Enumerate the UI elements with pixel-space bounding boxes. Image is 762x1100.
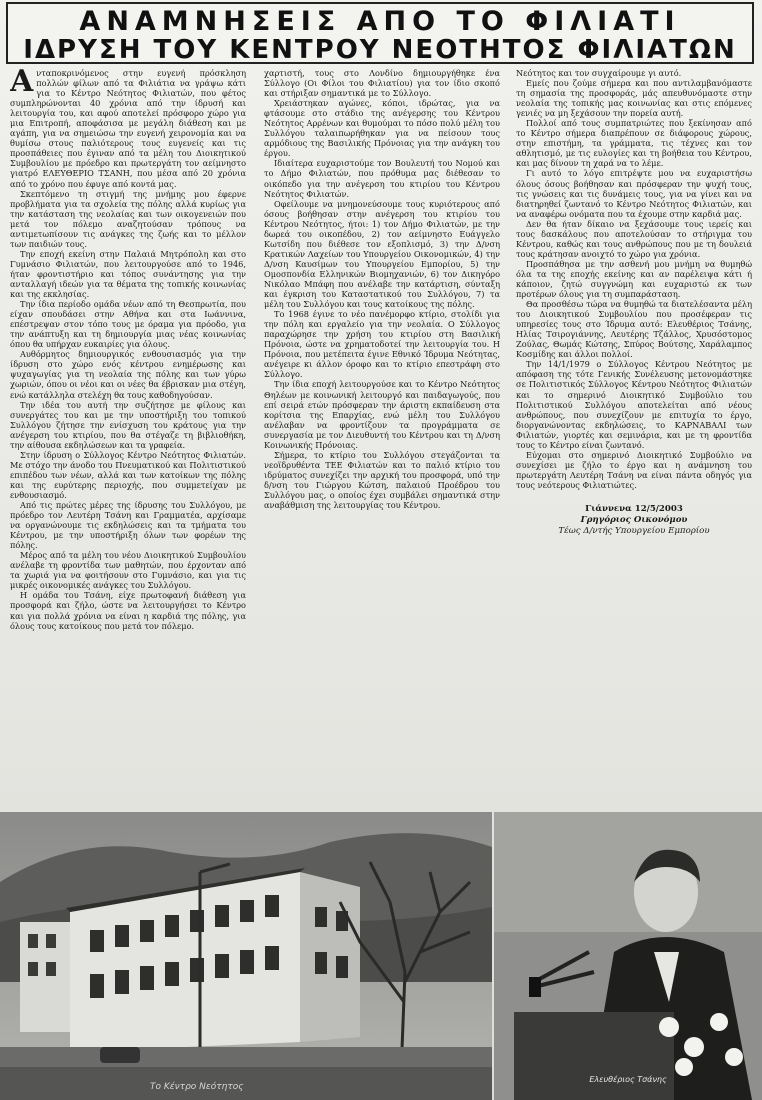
paragraph: Εύχομαι στο σημερινό Διοικητικό Συμβούλιο να συνεχίσει με ζήλο το έργο και η ανάμνηση του πρωτεργάτη Λευτέρη Τσάνη να είναι πάντα οδηγός για τους νεότερους Φιλιατιώτες.: [516, 449, 752, 490]
paragraph: Σκεπτόμενο τη στιγμή της μνήμης μου έφερνε προβλήματα για τα σχολεία της πόλης αλλά κυρίως για την κατάσταση της νεολαίας και των οικογενειών που μετά τον πόλεμο αναζητούσαν τρόπους να αντιμετωπίσουν τις ανάγκες της ζωής και το μέλλον των παιδιών τους.: [10, 188, 246, 249]
paragraph: Γι αυτό το λόγο επιτρέψτε μου να ευχαριστήσω όλους όσους βοήθησαν και πρόσφεραν την ψυχή τους, τις γνώσεις και τις δυνάμεις τους, για να γίνει και να διατηρηθεί ζωντανό το Κέντρο Νεότητος Φιλιατών, και να αναφέρω ονόματα που τα έχουμε στην καρδιά μας.: [516, 168, 752, 219]
paragraph: Χρειάστηκαν αγώνες, κόποι, ιδρώτας, για να φτάσουμε στο στάδιο της ανέγερσης του Κέντρου Νεότητος Αρρένων και θυμούμαι το πόσο πολύ μέλη του Συλλόγου ταλαιπωρήθηκαν για να πείσουν τους αρμόδιους της Βασιλικής Πρόνοιας για την ανάγκη του έργου.: [264, 98, 500, 159]
article-column-3: [516, 68, 752, 814]
headline-line-2: ΙΔΡΥΣΗ ΤΟΥ ΚΕΝΤΡΟΥ ΝΕΟΤΗΤΟΣ ΦΙΛΙΑΤΩΝ: [23, 35, 737, 65]
paragraph: Την ιδέα του αυτή την συζήτησε με φίλους και συνεργάτες του και με την υποστήριξη του τοπικού Συλλόγου ζήτησε την ενίσχυση του κράτους για την ανέγερση του κτιρίου, που θα στέγαζε τη βιβλιοθήκη, την αίθουσα εκδηλώσεων και τα γραφεία.: [10, 399, 246, 450]
paragraph: Την εποχή εκείνη στην Παλαιά Μητρόπολη και στο Γυμνάσιο Φιλιατών, που λειτουργούσε από το 1946, ήταν φροντιστήριο και τόπος συνάντησης για την ανταλλαγή ιδεών για τα θέματα της τοπικής κοινωνίας και της εκκλησίας.: [10, 248, 246, 300]
portrait-photo-caption: Ελευθέριος Τσάνης: [589, 1075, 667, 1084]
signature-name: Γρηγόριος Οικονόμου: [580, 514, 688, 525]
youth-center-building-photo: [0, 812, 492, 1100]
signature-date: Γιάννενα 12/5/2003: [585, 503, 683, 514]
paragraph: Προσπάθησα με την ασθενή μου μνήμη να θυμηθώ όλα τα της εποχής εκείνης και αν παρέλειψα κάτι ή κάποιον, ζητώ συγγνώμη και ευχαριστώ εκ των προτέρων όλους για τη συμπαράσταση.: [516, 258, 752, 300]
headline-box: [6, 2, 754, 64]
article-column-2: [264, 68, 500, 814]
paragraph: Νεότητος και τον συγχαίρουμε γι αυτό.: [516, 68, 682, 78]
paragraph: Την ίδια περίοδο ομάδα νέων από τη Θεσπρωτία, που είχαν σπουδάσει στην Αθήνα και στα Ιωάννινα, επέστρεψαν στον τόπο τους με όραμα για πρόοδο, για την ανάπτυξη και τη δημιουργία μιας νέας κοινωνίας όπου θα υπήρχαν ευκαιρίες για όλους.: [10, 299, 246, 350]
author-signature: [516, 504, 752, 537]
paragraph: Θα προσθέσω τώρα να θυμηθώ τα διατελέσαντα μέλη του Διοικητικού Συμβουλίου που προσέφεραν τις υπηρεσίες τους στο Ίδρυμα αυτό: Ελευθέριος Τσάνης, Ηλίας Τσιρογιάννης, Λευτέρης Τζάλλος, Χρυσόστομος Ζούλας, Θωμάς Κώτσης, Σπύρος Βούτσης, Χαράλαμπος Κοσμίδης και άλλοι πολλοί.: [516, 299, 752, 360]
headline-line-1: ΑΝΑΜΝΗΣΕΙΣ ΑΠΟ ΤΟ ΦΙΛΙΑΤΙ: [79, 6, 681, 37]
paragraph: Εμείς που ζούμε σήμερα και που αντιλαμβανόμαστε τη σημασία της προσφοράς, μάς απευθυνόμαστε στην νεολαία της τοπικής μας κοινωνίας και στις επόμενες γενιές να μη ξεχάσουν την πορεία αυτή.: [516, 78, 752, 119]
building-photo-caption: Το Κέντρο Νεότητος: [150, 1082, 244, 1092]
paragraph: Από τις πρώτες μέρες της ίδρυσης του Συλλόγου, με πρόεδρο τον Λευτέρη Τσάνη και Γραμματέα, αρχίσαμε να οργανώνουμε τις εκδηλώσεις και τα τμήματα του Κέντρου, με την υποστήριξη όλων των φορέων της πόλης.: [10, 500, 246, 551]
paragraph: Ιδιαίτερα ευχαριστούμε τον Βουλευτή του Νομού και το Δήμο Φιλιατών, που πρόθυμα μας διέθεσαν το οικόπεδο για την ανέγερση του κτιρίου του Κέντρου Νεότητος Φιλιατών.: [264, 158, 500, 199]
speaker-portrait-photo: [494, 812, 762, 1100]
paragraph: Δεν θα ήταν δίκαιο να ξεχάσουμε τους ιερείς και τους δασκάλους που αποτελούσαν το στήριγμα του Κέντρου, καθώς και τους ανθρώπους που με τη δουλειά τους κράτησαν ανοιχτό το χώρο για χρόνια.: [516, 218, 752, 259]
paragraph: Σήμερα, το κτίριο του Συλλόγου στεγάζονται τα νεοϊδρυθέντα ΤΕΕ Φιλιατών και το παλιό κτίριο του ιδρύματος συνεχίζει την αρχική του προσφορά, υπό την δ/νση του Γιώργου Κώτση, παλαιού Προέδρου του Συλλόγου μας, ο οποίος έχει συμβάλει σημαντικά στην αναβάθμιση της λειτουργίας του Κέντρου.: [264, 449, 500, 511]
paragraph: Οφείλουμε να μνημονεύσουμε τους κυριότερους από όσους βοήθησαν στην ανέγερση του κτιρίου του Κέντρου Νεότητος, ήτοι: 1) τον Δήμο Φιλιατών, με την δωρεά του οικοπέδου, 2) τον αείμνηστο Ευάγγελο Κωτσίδη που διέθεσε τον εξοπλισμό, 3) την Δ/νση Κρατικών Λαχείων του Υπουργείου Οικονομικών, 4) την Δ/νση Καυσίμων του Υπουργείου Εμπορίου, 5) την Ομοσπονδία Ελληνικών Βιομηχανιών, 6) τον Δικηγόρο Νικόλαο Μπάφη που ανέλαβε την κατάρτιση, σύνταξη και έγκριση του Καταστατικού του Συλλόγου, 7) τα μέλη του Συλλόγου και τους κατοίκους της πόλης.: [264, 198, 500, 310]
paragraph: Η ομάδα του Τσάνη, είχε πρωτοφανή διάθεση για προσφορά και ζήλο, ώστε να λειτουργήσει το Κέντρο και για πολλά χρόνια να είναι η καρδιά της πόλης, για όλους τους κατοίκους που μετά τον πόλεμο.: [10, 590, 246, 631]
drop-cap: Α: [10, 68, 34, 99]
paragraph: Την ίδια εποχή λειτουργούσε και το Κέντρο Νεότητος Θηλέων με κοινωνική λειτουργό και παιδαγωγούς, που επί σειρά ετών πρόσφεραν την άριστη εκπαίδευση στα κορίτσια της Επαρχίας, ενώ μέλη του Συλλόγου ανέλαβαν να φροντίζουν τα προγράμματα σε συνεργασία με τον Διευθυντή του Κέντρου και τη Δ/νση Κοινωνικής Πρόνοιας.: [264, 379, 500, 450]
article-column-1: [10, 68, 246, 814]
article-body: [8, 68, 756, 816]
paragraph: νταποκρινόμενος στην ευγενή πρόσκληση πολλών φίλων από τα Φιλιάτια να γράψω κάτι για το Κέντρο Νεότητος Φιλιατών, που φέτος συμπληρώνονται 40 χρόνια από την ίδρυσή και λειτουργία του, και αφού αποτελεί πρόσφορο χώρο για μια Επιτροπή, αποφάσισα με μεγάλη διάθεση και με αγάπη, για να σημειώσω την ευγενή χειρονομία και να θυμίσω στους παλιότερους τους ευγενείς και τις προσπάθειες που έγιναν από τα μέλη του Διοικητικού Συμβουλίου με πρόεδρο και πρωτεργάτη τον αείμνηστο γιατρό ΕΛΕΥΘΕΡΙΟ ΤΣΑΝΗ, που μέσα από 20 χρόνια από το χρόνο που έφυγε από κοντά μας.: [10, 68, 246, 189]
paragraph: Πολλοί από τους συμπατριώτες που ξεκίνησαν από το Κέντρο σήμερα διαπρέπουν σε διάφορους χώρους, στην επιστήμη, τα γράμματα, τις τέχνες και τον αθλητισμό, με τις ευλογίες και τη βοήθεια του Κέντρου, και μας δίνουν τη χαρά να το λέμε.: [516, 118, 752, 169]
paragraph: Την 14/1/1979 ο Σύλλογος Κέντρου Νεότητος με απόφαση της τότε Γενικής Συνέλευσης μετονομάστηκε σε Πολιτιστικός Σύλλογος Κέντρου Νεότητος Φιλιατών και το σημερινό Διοικητικό Συμβούλιο του Πολιτιστικού Συλλόγου αποτελείται από νέους ανθρώπους, που συνεχίζουν με επιτυχία το έργο, διοργανώνοντας εκδηλώσεις, το ΚΑΡΝΑΒΑΛΙ των Φιλιατών, γιορτές και σεμινάρια, και με τη φροντίδα τους το Κέντρο είναι ζωντανό.: [516, 359, 752, 450]
paragraph: Στην ίδρυση ο Σύλλογος Κέντρο Νεότητος Φιλιατών. Με στόχο την άνοδο του Πνευματικού και Πολιτιστικού επιπέδου των νέων, αλλά και των κατοίκων της πόλης και της ευρύτερης περιοχής, που συμμετείχαν με ενθουσιασμό.: [10, 449, 246, 500]
paragraph: Αυθόρμητος δημιουργικός ενθουσιασμός για την ίδρυση στο χώρο ενός κέντρου ενημέρωσης και ψυχαγωγίας για τη νεολαία της πόλης και των γύρω χωριών, όπου οι νέοι και οι νέες θα έβρισκαν μια στέγη, ενώ κατάλληλα στελέχη θα τους καθοδηγούσαν.: [10, 349, 246, 400]
signature-role: Τέως Δ/ντής Υπουργείου Εμπορίου: [558, 525, 710, 536]
building-photo-image: [0, 812, 492, 1100]
portrait-photo-image: [494, 812, 762, 1100]
paragraph: χαρτιστή, τους στο Λονδίνο δημιουργήθηκε ένα Σύλλογο (Οι Φίλοι του Φιλιατίου) για τον ίδιο σκοπό και στήριξαν σημαντικά με το Σύλλογο.: [264, 68, 500, 99]
paragraph: Το 1968 έγινε το νέο πανέμορφο κτίριο, στολίδι για την πόλη και εργαλείο για την νεολαία. Ο Σύλλογος παραχώρησε την χρήση του κτιρίου στη Βασιλική Πρόνοια, ώστε να χρηματοδοτεί την λειτουργία του. Η Πρόνοια, που μετέπειτα έγινε Εθνικό Ίδρυμα Νεότητας, ανέγειρε κι άλλον όροφο και το κτίριο επεστράφη στο Σύλλογο.: [264, 309, 500, 380]
paragraph: Μέρος από τα μέλη του νέου Διοικητικού Συμβουλίου ανέλαβε τη φροντίδα των μαθητών, που έρχονταν από τα χωριά για να φοιτήσουν στο Γυμνάσιο, και για τις μικρές οικονομικές ανάγκες του Συλλόγου.: [10, 550, 246, 591]
